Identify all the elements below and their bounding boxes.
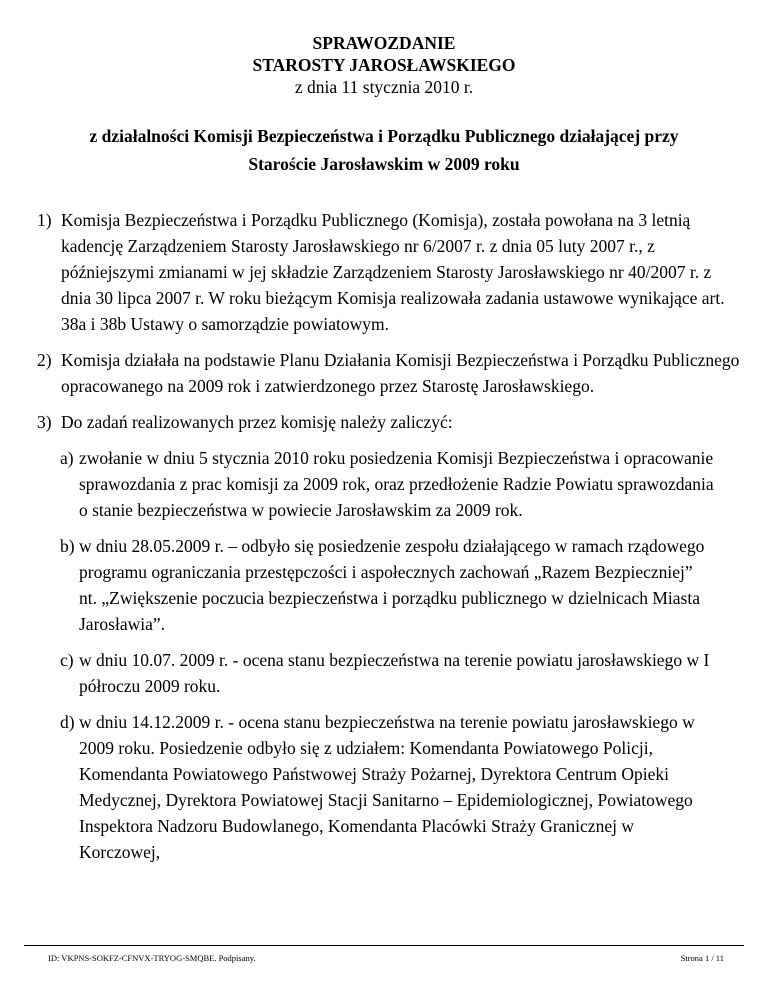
subtitle-line-2: Staroście Jarosławskim w 2009 roku <box>248 154 520 174</box>
subitem-text: zwołanie w dniu 5 stycznia 2010 roku posiedzenia Komisji Bezpieczeństwa i opracowanie sprawozdania z prac komisji za 2009 rok, oraz przedłożenie Radzie Powiatu sprawozdania o stanie bezpieczeństwa w powiecie Jarosławskim za 2009 rok. <box>79 448 714 520</box>
subitem-letter: a) <box>60 448 74 468</box>
subitem-text: w dniu 28.05.2009 r. – odbyło się posiedzenie zespołu działającego w ramach rządowego programu ograniczania przestępczości i aspołecznych zachowań „Razem Bezpieczniej” nt. „Zwiększenie poczucia bezpieczeństwa i porządku publicznego w dzielnicach Miasta Jarosławia”. <box>79 536 705 634</box>
sublist-item-c <box>0 647 714 699</box>
document-author: STAROSTY JAROSŁAWSKIEGO <box>252 55 516 75</box>
page-number: Strona 1 / 11 <box>680 953 724 963</box>
document-title: SPRAWOZDANIE <box>312 33 456 53</box>
list-item-3 <box>0 409 741 435</box>
list-item-2 <box>0 347 741 399</box>
subitem-text: w dniu 14.12.2009 r. - ocena stanu bezpieczeństwa na terenie powiatu jarosławskiego w 2009 roku. Posiedzenie odbyło się z udziałem: Komendanta Powiatowego Policji, Komendanta Powiatowego Państwowej Straży Pożarnej, Dyrektora Centrum Opieki Medycznej, Dyrektora Powiatowej Stacji Sanitarno – Epidemiologicznej, Powiatowego Inspektora Nadzoru Budowlanego, Komendanta Placówki Straży Granicznej w Korczowej, <box>79 712 695 862</box>
subitem-letter: c) <box>60 650 74 670</box>
item-text: Komisja Bezpieczeństwa i Porządku Publicznego (Komisja), została powołana na 3 letnią kadencję Zarządzeniem Starosty Jarosławskiego nr 6/2007 r. z dnia 05 luty 2007 r., z późniejszymi zmianami w jej składzie Zarządzeniem Starosty Jarosławskiego nr 40/2007 r. z dnia 30 lipca 2007 r. W roku bieżącym Komisja realizowała zadania ustawowe wynikające art. 38a i 38b Ustawy o samorządzie powiatowym. <box>61 210 725 334</box>
subitem-letter: d) <box>60 712 75 732</box>
footer-divider <box>24 945 744 946</box>
list-item-1 <box>0 207 741 337</box>
item-number: 1) <box>37 210 52 230</box>
item-number: 3) <box>37 412 52 432</box>
document-id: ID: VKPNS-SOKFZ-CFNVX-TRYOG-SMQBE. Podpisany. <box>48 953 256 963</box>
sublist-item-a <box>0 445 714 523</box>
document-subtitle <box>30 122 738 178</box>
subitem-text: w dniu 10.07. 2009 r. - ocena stanu bezpieczeństwa na terenie powiatu jarosławskiego w I półroczu 2009 roku. <box>79 650 710 696</box>
document-header <box>0 32 768 98</box>
document-body <box>0 207 768 875</box>
item-text: Do zadań realizowanych przez komisję należy zaliczyć: <box>61 412 453 432</box>
item-number: 2) <box>37 350 52 370</box>
subitem-letter: b) <box>60 536 75 556</box>
document-date: z dnia 11 stycznia 2010 r. <box>294 77 474 97</box>
sublist-item-d <box>0 709 714 865</box>
subtitle-line-1: z działalności Komisji Bezpieczeństwa i Porządku Publicznego działającej przy <box>89 126 679 146</box>
sublist-item-b <box>0 533 714 637</box>
item-text: Komisja działała na podstawie Planu Działania Komisji Bezpieczeństwa i Porządku Publicznego opracowanego na 2009 rok i zatwierdzonego przez Starostę Jarosławskiego. <box>61 350 740 396</box>
